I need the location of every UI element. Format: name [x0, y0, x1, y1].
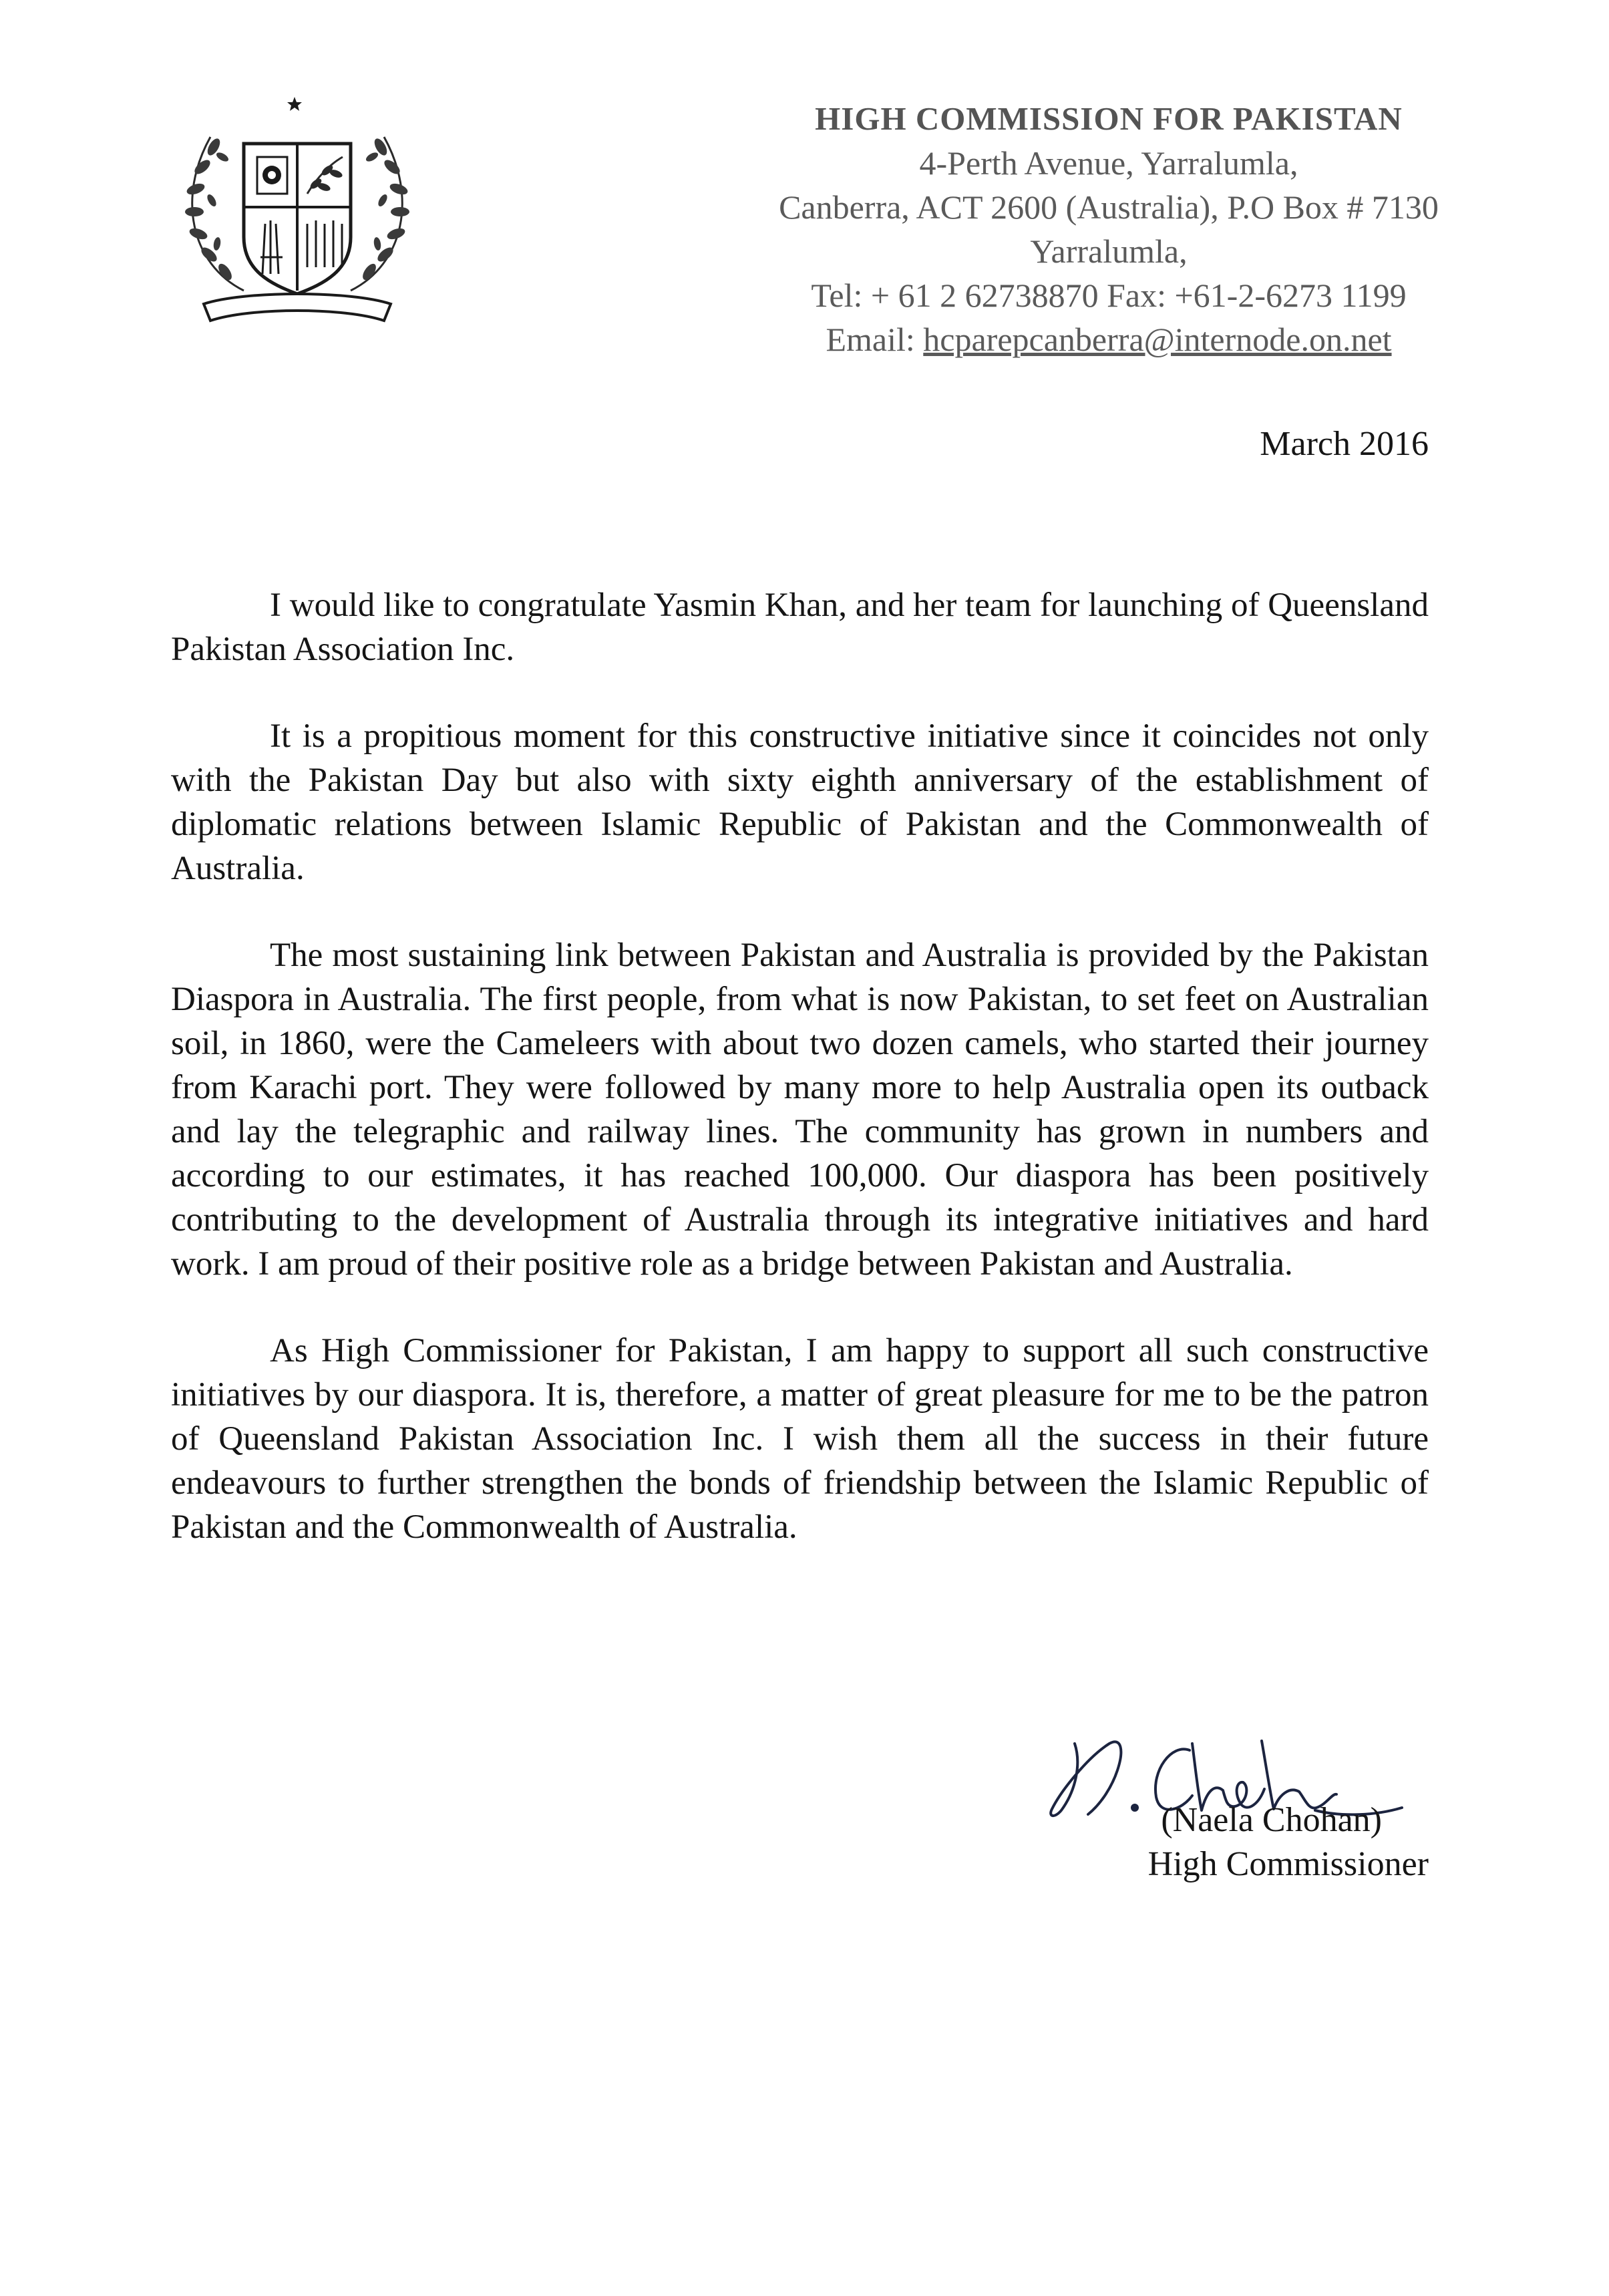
paragraph-diaspora-link: The most sustaining link between Pakistan and Australia is provided by the Pakistan Diaspora in Australia. The first people, from what is now Pakistan, to set feet on Australian soil, in 1860, were the Cameleers with about two dozen camels, who started their journey from Karachi port. They were followed by many more to help Australia open its outback and lay the telegraphic and railway lines. The community has grown in numbers and according to our estimates, it has reached 100,000. Our diaspora has been positively contributing to the development of Australia through its integrative initiatives and hard work. I am proud of their positive role as a bridge between Pakistan and Australia.	[171, 937, 1429, 1283]
address-line-1: 4-Perth Avenue, Yarralumla,	[919, 144, 1298, 182]
email-line	[668, 317, 1550, 361]
paragraph-patronage: As High Commissioner for Pakistan, I am happy to support all such constructive initiatives by our diaspora. It is, therefore, a matter of great pleasure for me to be the patron of Queensland Pakistan Association Inc. I wish them all the success in their future endeavours to further strengthen the bonds of friendship between the Islamic Republic of Pakistan and the Commonwealth of Australia.	[171, 1332, 1429, 1546]
paragraph-congratulations: I would like to congratulate Yasmin Khan, and her team for launching of Queensland Pakistan Association Inc.	[171, 587, 1429, 668]
paragraph-propitious-moment: It is a propitious moment for this constructive initiative since it coincides not only with the Pakistan Day but also with sixty eighth anniversary of the establishment of diplomatic relations between Islamic Republic of Pakistan and the Commonwealth of Australia.	[171, 717, 1429, 887]
pakistan-emblem-icon	[164, 90, 431, 331]
letterhead	[668, 97, 1550, 361]
email-link[interactable]: hcparepcanberra@internode.on.net	[923, 321, 1392, 358]
signatory-title: High Commissioner	[1147, 1845, 1429, 1883]
letter-body	[171, 583, 1429, 1592]
letter-date: March 2016	[1260, 425, 1429, 463]
organization-name: HIGH COMMISSION FOR PAKISTAN	[815, 100, 1403, 137]
email-label: Email:	[826, 321, 924, 358]
address-line-3: Yarralumla,	[1030, 232, 1188, 270]
signatory-name: (Naela Chohan)	[1161, 1801, 1382, 1839]
address-line-2: Canberra, ACT 2600 (Australia), P.O Box # 7130	[779, 188, 1439, 226]
phone-fax-line: Tel: + 61 2 62738870 Fax: +61-2-6273 1199	[811, 277, 1407, 314]
signature-block	[1015, 1717, 1429, 1971]
